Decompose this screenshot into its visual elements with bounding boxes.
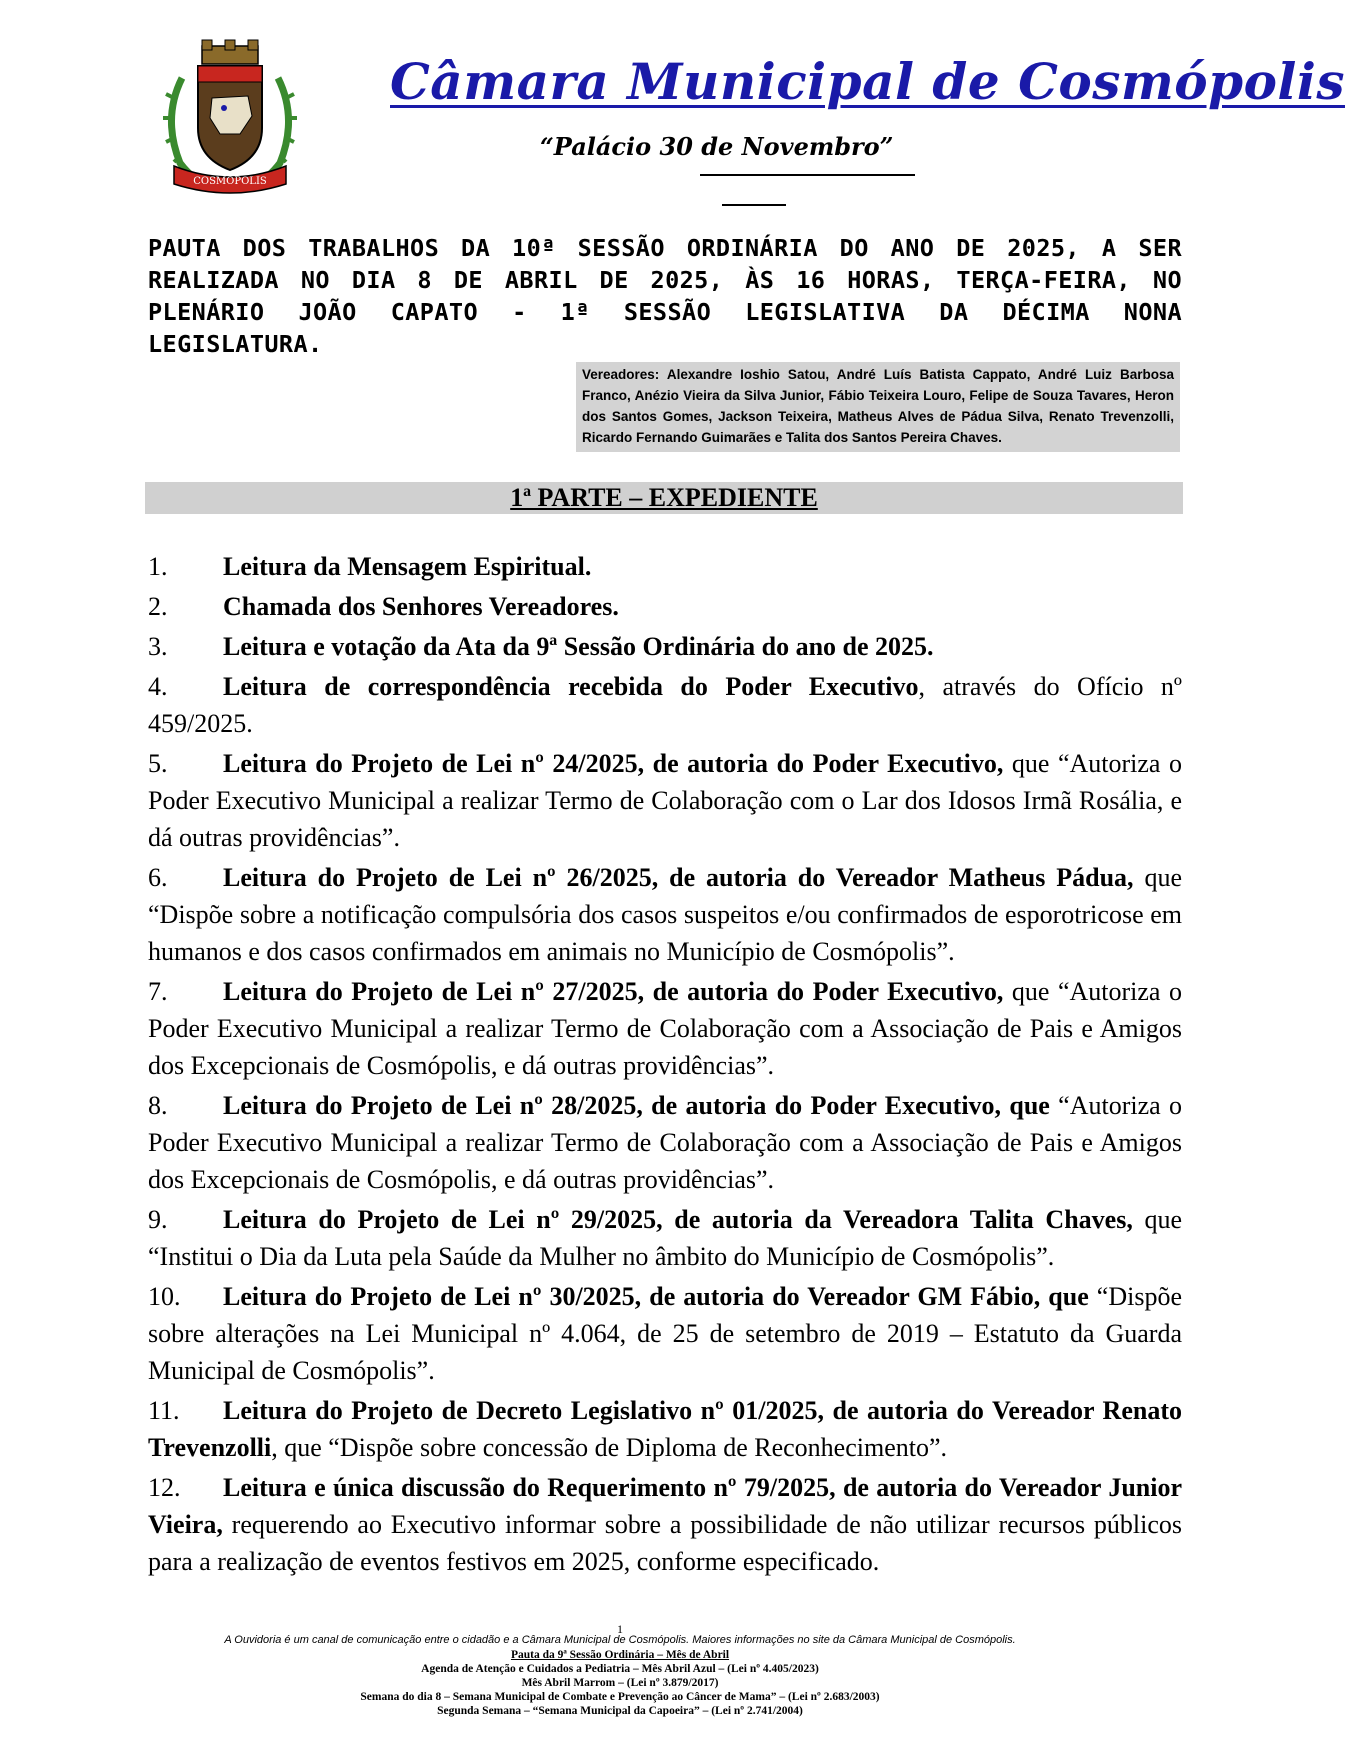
- agenda-item-text: que “Autoriza o Poder Executivo Municipal a realizar Termo de Colaboração com a Associação de Pais e Amigos dos Excepcionais de Cosmópolis, e dá outras providências”.: [148, 977, 1182, 1080]
- svg-text:COSMÓPOLIS: COSMÓPOLIS: [193, 176, 267, 187]
- agenda-item-text: , que “Dispõe sobre concessão de Diploma de Reconhecimento”.: [271, 1433, 948, 1462]
- agenda-item-text: que “Autoriza o Poder Executivo Municipal a realizar Termo de Colaboração com o Lar dos Idosos Irmã Rosália, e dá outras providências”.: [148, 749, 1182, 852]
- agenda-item-heading: Leitura da Mensagem Espiritual.: [223, 552, 592, 581]
- agenda-items-list: [148, 548, 1182, 1583]
- footer-line: Pauta da 9ª Sessão Ordinária – Mês de Abril: [510, 1649, 730, 1661]
- footer-line: Segunda Semana – “Semana Municipal da Capoeira” – (Lei nº 2.741/2004): [437, 1705, 803, 1717]
- footer-line: Mês Abril Marrom – (Lei nº 3.879/2017): [521, 1677, 719, 1689]
- agenda-item: [148, 1201, 1182, 1275]
- agenda-item: [148, 1087, 1182, 1198]
- agenda-item-text: “Autoriza o Poder Executivo Municipal a realizar Termo de Colaboração com a Associação de Pais e Amigos dos Excepcionais de Cosmópolis, e dá outras providências”.: [148, 1091, 1182, 1194]
- institution-name: Câmara Municipal de Cosmópolis: [390, 52, 1345, 111]
- agenda-item-number: 5.: [148, 749, 168, 778]
- agenda-item-number: 11.: [148, 1396, 180, 1425]
- agenda-item-heading: Leitura de correspondência recebida do Poder Executivo: [223, 672, 919, 701]
- agenda-item-heading: Leitura e única discussão do Requerimento nº 79/2025, de autoria do Vereador Junior Vieira,: [148, 1473, 1182, 1539]
- agenda-item: [148, 1278, 1182, 1389]
- agenda-item-text: “Dispõe sobre alterações na Lei Municipal nº 4.064, de 25 de setembro de 2019 – Estatuto da Guarda Municipal de Cosmópolis”.: [148, 1282, 1182, 1385]
- coat-of-arms-logo: [160, 38, 300, 198]
- agenda-item: [148, 1469, 1182, 1580]
- agenda-item-heading: Leitura do Projeto de Lei nº 26/2025, de autoria do Vereador Matheus Pádua,: [223, 863, 1134, 892]
- agenda-item-number: 4.: [148, 672, 168, 701]
- agenda-item-number: 6.: [148, 863, 168, 892]
- agenda-item-text: que “Dispõe sobre a notificação compulsória dos casos suspeitos e/ou confirmados de esporotricose em humanos e dos casos confirmados em animais no Município de Cosmópolis”.: [148, 863, 1182, 966]
- councillors-box: Vereadores: Alexandre Ioshio Satou, André Luís Batista Cappato, André Luiz Barbosa Franco, Anézio Vieira da Silva Junior, Fábio Teixeira Louro, Felipe de Souza Tavares, Heron dos Santos Gomes, Jackson Teixeira, Matheus Alves de Pádua Silva, Renato Trevenzolli, Ricardo Fernando Guimarães e Talita dos Santos Pereira Chaves.: [576, 362, 1180, 452]
- footer-line: Agenda de Atenção e Cuidados a Pediatria – Mês Abril Azul – (Lei nº 4.405/2023): [421, 1663, 819, 1675]
- page-number: 1: [617, 1622, 623, 1636]
- agenda-item: [148, 548, 1182, 585]
- agenda-item: [148, 668, 1182, 742]
- agenda-item-number: 2.: [148, 592, 168, 621]
- section-title: 1ª PARTE – EXPEDIENTE: [510, 483, 818, 512]
- ouvidoria-note: A Ouvidoria é um canal de comunicação entre o cidadão e a Câmara Municipal de Cosmópolis. Maiores informações no site da Câmara Municipal de Cosmópolis.: [224, 1634, 1016, 1646]
- header-divider-short: [722, 204, 786, 206]
- agenda-item-number: 9.: [148, 1205, 168, 1234]
- agenda-item-number: 7.: [148, 977, 168, 1006]
- agenda-item-heading: Chamada dos Senhores Vereadores.: [223, 592, 619, 621]
- agenda-item-number: 1.: [148, 552, 168, 581]
- agenda-item-heading: Leitura do Projeto de Lei nº 28/2025, de autoria do Poder Executivo, que: [223, 1091, 1050, 1120]
- agenda-item: [148, 859, 1182, 970]
- section-header: [145, 482, 1183, 514]
- agenda-item-heading: Leitura do Projeto de Decreto Legislativo nº 01/2025, de autoria do Vereador Renato Trevenzolli: [148, 1396, 1182, 1462]
- agenda-item-heading: Leitura do Projeto de Lei nº 27/2025, de autoria do Poder Executivo,: [223, 977, 1004, 1006]
- agenda-item: [148, 1392, 1182, 1466]
- agenda-item: [148, 973, 1182, 1084]
- footer-line: Semana do dia 8 – Semana Municipal de Combate e Prevenção ao Câncer de Mama” – (Lei nº 2.683/2003): [360, 1691, 880, 1703]
- agenda-item-number: 10.: [148, 1282, 181, 1311]
- agenda-title: PAUTA DOS TRABALHOS DA 10ª SESSÃO ORDINÁRIA DO ANO DE 2025, A SER REALIZADA NO DIA 8 DE ABRIL DE 2025, ÀS 16 HORAS, TERÇA-FEIRA, NO PLENÁRIO JOÃO CAPATO - 1ª SESSÃO LEGISLATIVA DA DÉCIMA NONA LEGISLATURA.: [148, 234, 1182, 358]
- agenda-item-text: requerendo ao Executivo informar sobre a possibilidade de não utilizar recursos públicos para a realização de eventos festivos em 2025, conforme especificado.: [148, 1510, 1182, 1576]
- header-divider: [700, 174, 915, 176]
- agenda-item-number: 8.: [148, 1091, 168, 1120]
- agenda-item: [148, 588, 1182, 625]
- palace-subtitle: “Palácio 30 de Novembro”: [540, 132, 894, 161]
- agenda-item-heading: Leitura do Projeto de Lei nº 30/2025, de autoria do Vereador GM Fábio, que: [223, 1282, 1089, 1311]
- agenda-item-text: , através do Ofício nº 459/2025.: [148, 672, 1182, 738]
- agenda-item-heading: Leitura do Projeto de Lei nº 29/2025, de autoria da Vereadora Talita Chaves,: [223, 1205, 1133, 1234]
- agenda-item-heading: Leitura e votação da Ata da 9ª Sessão Ordinária do ano de 2025.: [223, 632, 934, 661]
- agenda-item-number: 3.: [148, 632, 168, 661]
- agenda-item-heading: Leitura do Projeto de Lei nº 24/2025, de autoria do Poder Executivo,: [223, 749, 1004, 778]
- agenda-item: [148, 628, 1182, 665]
- agenda-item-number: 12.: [148, 1473, 181, 1502]
- agenda-item: [148, 745, 1182, 856]
- agenda-item-text: que “Institui o Dia da Luta pela Saúde da Mulher no âmbito do Município de Cosmópolis”.: [148, 1205, 1182, 1271]
